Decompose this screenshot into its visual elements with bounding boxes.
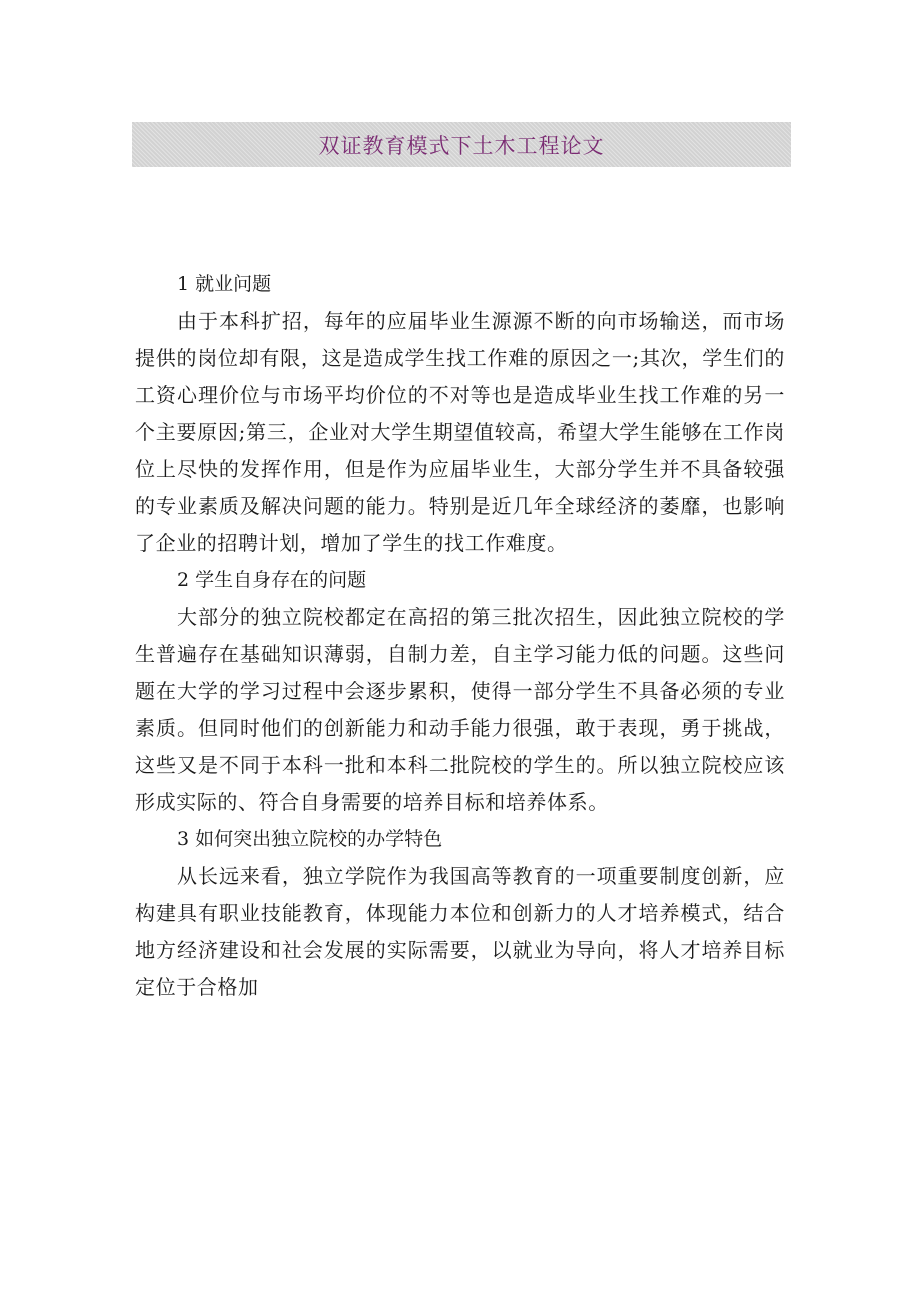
section-paragraph-2: 大部分的独立院校都定在高招的第三批次招生，因此独立院校的学生普遍存在基础知识薄弱，自制力差，自主学习能力低的问题。这些问题在大学的学习过程中会逐步累积，使得一部分学生不具备必须的专业素质。但同时他们的创新能力和动手能力很强，敢于表现，勇于挑战，这些又是不同于本科一批和本科二批院校的学生的。所以独立院校应该形成实际的、符合自身需要的培养目标和培养体系。 — [135, 605, 785, 814]
section-heading-3: 3 如何突出独立院校的办学特色 — [177, 828, 443, 850]
section-paragraph-1: 由于本科扩招，每年的应届毕业生源源不断的向市场输送，而市场提供的岗位却有限，这是造成学生找工作难的原因之一;其次，学生们的工资心理价位与市场平均价位的不对等也是造成毕业生找工作难的另一个主要原因;第三，企业对大学生期望值较高，希望大学生能够在工作岗位上尽快的发挥作用，但是作为应届毕业生，大部分学生并不具备较强的专业素质及解决问题的能力。特别是近几年全球经济的萎靡，也影响了企业的招聘计划，增加了学生的找工作难度。 — [135, 309, 785, 555]
section-heading-1: 1 就业问题 — [177, 273, 272, 295]
document-title: 双证教育模式下土木工程论文 — [318, 133, 605, 158]
section-heading-2: 2 学生自身存在的问题 — [177, 569, 367, 591]
document-body — [135, 266, 785, 1006]
title-banner — [132, 122, 791, 167]
section-paragraph-3: 从长远来看，独立学院作为我国高等教育的一项重要制度创新，应构建具有职业技能教育，体现能力本位和创新力的人才培养模式，结合地方经济建设和社会发展的实际需要，以就业为导向，将人才培养目标定位于合格加 — [135, 864, 785, 999]
